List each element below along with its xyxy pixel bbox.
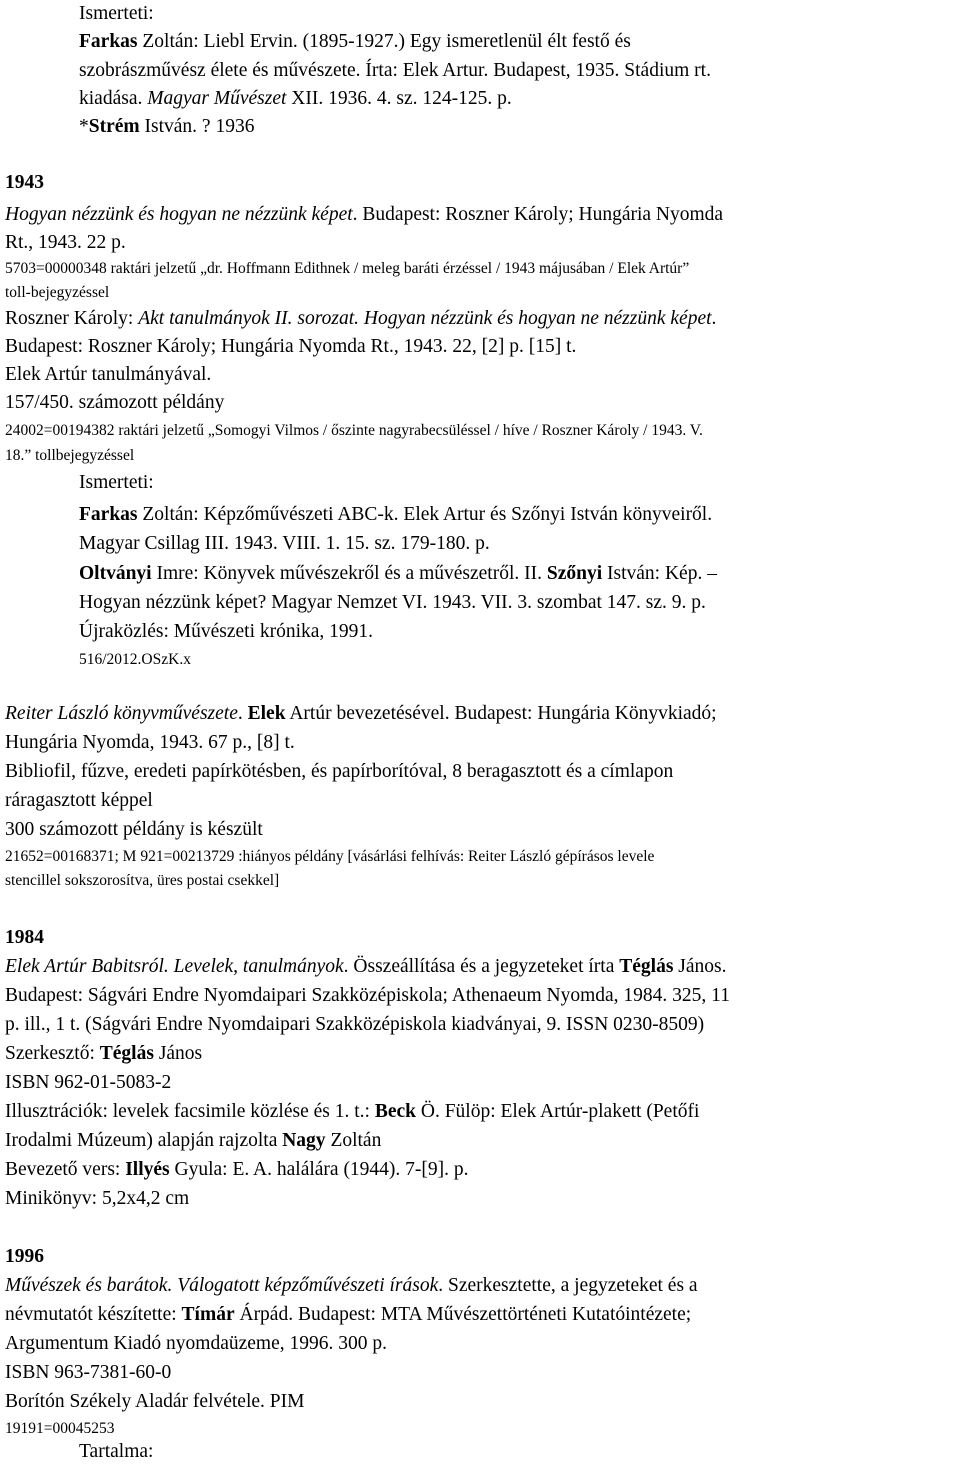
review-line: Újraközlés: Művészeti krónika, 1991. [79,621,374,642]
entry-line: Rt., 1943. 22 p. [5,232,126,253]
holding-note: 21652=00168371; M 921=00213729 :hiányos példány [vásárlási felhívás: Reiter László gépírásos levele [5,848,655,865]
holding-note: stencillel sokszorosítva, üres postai csekkel] [5,872,280,889]
holding-note: 516/2012.OSzK.x [79,651,191,668]
holding-note: 24002=00194382 raktári jelzetű „Somogyi Vilmos / őszinte nagyrabecsüléssel / híve / Roszner Károly / 1943. V. [5,422,703,439]
entry-line: ISBN 963-7381-60-0 [5,1362,172,1383]
entry-line: Elek Artúr tanulmányával. [5,364,212,385]
entry-line: Bibliofil, fűzve, eredeti papírkötésben, és papírborítóval, 8 beragasztott és a címlapon [5,761,674,782]
review-line: Farkas Zoltán: Liebl Ervin. (1895-1927.) Egy ismeretlenül élt festő és [79,31,631,52]
entry-line: 157/450. számozott példány [5,392,225,413]
contents-label: Tartalma: [79,1441,154,1462]
entry-line: p. ill., 1 t. (Ságvári Endre Nyomdaipari Szakközépiskola kiadványai, 9. ISSN 0230-8509) [5,1014,705,1035]
entry-line: Argumentum Kiadó nyomdaüzeme, 1996. 300 p. [5,1333,387,1354]
entry-line: Minikönyv: 5,2x4,2 cm [5,1188,190,1209]
entry-line: Budapest: Ságvári Endre Nyomdaipari Szakközépiskola; Athenaeum Nyomda, 1984. 325, 11 [5,985,730,1006]
entry-line: ráragasztott képpel [5,790,153,811]
entry-title-line: Reiter László könyvművészete. Elek Artúr bevezetésével. Budapest: Hungária Könyvkiadó; [5,703,717,724]
entry-line: Budapest: Roszner Károly; Hungária Nyomda Rt., 1943. 22, [2] p. [15] t. [5,336,577,357]
entry-line: Szerkesztő: Téglás János [5,1043,203,1064]
entry-title-line: Művészek és barátok. Válogatott képzőművészeti írások. Szerkesztette, a jegyzeteket és a [5,1275,698,1296]
entry-line: Roszner Károly: Akt tanulmányok II. sorozat. Hogyan nézzünk és hogyan ne nézzünk képet. [5,308,717,329]
review-line: szobrászművész élete és művészete. Írta: Elek Artur. Budapest, 1935. Stádium rt. [79,60,711,81]
review-line: Farkas Zoltán: Képzőművészeti ABC-k. Elek Artur és Szőnyi István könyveiről. [79,504,713,525]
entry-line: Illusztrációk: levelek facsimile közlése és 1. t.: Beck Ö. Fülöp: Elek Artúr-plakett (Petőfi [5,1101,700,1122]
year-heading: 1984 [5,927,44,948]
review-line: kiadása. Magyar Művészet XII. 1936. 4. sz. 124-125. p. [79,88,512,109]
reviewed-label: Ismerteti: [79,3,154,24]
entry-line: ISBN 962-01-5083-2 [5,1072,172,1093]
entry-line: névmutatót készítette: Tímár Árpád. Budapest: MTA Művészettörténeti Kutatóintézete; [5,1304,692,1325]
review-line: Oltványi Imre: Könyvek művészekről és a művészetről. II. Szőnyi István: Kép. – [79,563,717,584]
holding-note: 18.” tollbejegyzéssel [5,447,135,464]
holding-note: toll-bejegyzéssel [5,284,110,301]
entry-line: Irodalmi Múzeum) alapján rajzolta Nagy Zoltán [5,1130,382,1151]
entry-line: Bevezető vers: Illyés Gyula: E. A. halálára (1944). 7-[9]. p. [5,1159,469,1180]
review-line: Magyar Csillag III. 1943. VIII. 1. 15. sz. 179-180. p. [79,533,490,554]
year-heading: 1996 [5,1246,44,1267]
entry-title-line: Hogyan nézzünk és hogyan ne nézzünk képet. Budapest: Roszner Károly; Hungária Nyomda [5,204,724,225]
holding-note: 5703=00000348 raktári jelzetű „dr. Hoffmann Edithnek / meleg baráti érzéssel / 1943 májusában / Elek Artúr” [5,260,690,277]
review-line: Hogyan nézzünk képet? Magyar Nemzet VI. 1943. VII. 3. szombat 147. sz. 9. p. [79,592,706,613]
entry-line: Borítón Székely Aladár felvétele. PIM [5,1391,305,1412]
holding-note: 19191=00045253 [5,1420,115,1437]
entry-line: 300 számozott példány is készült [5,819,263,840]
year-heading: 1943 [5,172,44,193]
review-line: *Strém István. ? 1936 [79,116,255,137]
reviewed-label: Ismerteti: [79,472,154,493]
entry-title-line: Elek Artúr Babitsról. Levelek, tanulmányok. Összeállítása és a jegyzeteket írta Téglás János. [5,956,727,977]
entry-line: Hungária Nyomda, 1943. 67 p., [8] t. [5,732,295,753]
